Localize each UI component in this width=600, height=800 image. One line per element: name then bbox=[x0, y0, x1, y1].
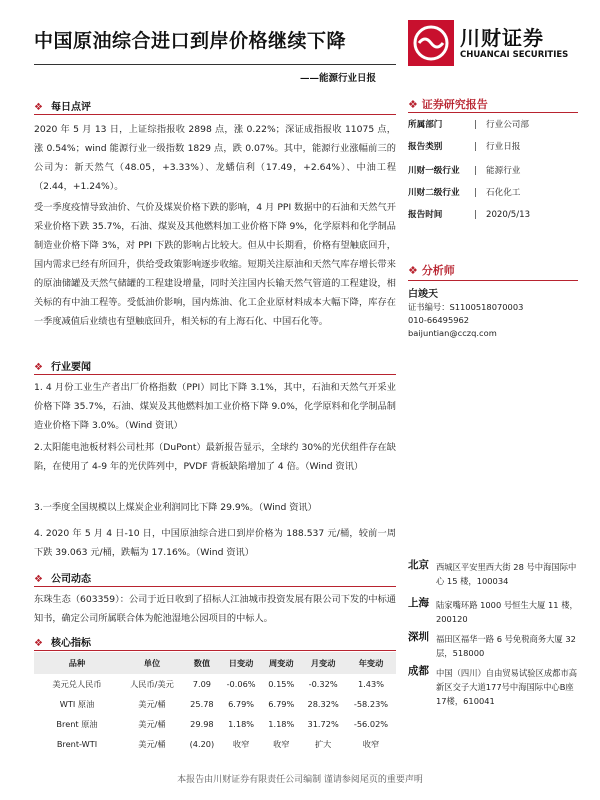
info-row-department: 所属部门 | 行业公司部 bbox=[408, 120, 529, 130]
sidebar-divider bbox=[408, 280, 578, 281]
cell-year: -58.23% bbox=[353, 699, 389, 709]
section-divider bbox=[34, 374, 396, 375]
cell-unit: 美元/桶 bbox=[138, 698, 166, 709]
cell-week: 0.15% bbox=[268, 679, 295, 689]
cell-unit: 美元/桶 bbox=[138, 738, 166, 749]
cell-year: 1.43% bbox=[357, 679, 384, 689]
section-divider bbox=[34, 650, 396, 651]
section-company-news: ❖ 公司动态 bbox=[34, 574, 91, 585]
info-row-industry-2: 川财二级行业 | 石化化工 bbox=[408, 188, 521, 198]
column-header: 品种 bbox=[34, 652, 120, 674]
report-subtitle: ——能源行业日报 bbox=[300, 73, 377, 84]
table-row bbox=[34, 714, 396, 734]
office-shenzhen: 深圳 福田区福华一路 6 号免税商务大厦 32 层，518000 bbox=[408, 631, 576, 658]
sidebar-report-heading: ❖ 证券研究报告 bbox=[408, 98, 488, 111]
analyst-email[interactable]: baijuntian@cczq.com bbox=[408, 328, 497, 338]
logo-text-en: CHUANCAI SECURITIES bbox=[460, 50, 569, 60]
cell-month: 31.72% bbox=[307, 719, 339, 729]
industry-news-item-4: 4. 2020 年 5 月 4 日-10 日，中国原油综合进口到岸价格为 188.537 元/桶，较前一周下跌 39.063 元/桶，跌幅为 17.16%。（Wind 资讯） bbox=[34, 528, 396, 558]
sidebar-divider bbox=[408, 112, 578, 113]
table-header-row bbox=[34, 652, 396, 674]
info-row-date: 报告时间 | 2020/5/13 bbox=[408, 210, 531, 220]
cell-name: WTI 原油 bbox=[59, 698, 95, 709]
cell-name: 美元兑人民币 bbox=[52, 678, 102, 689]
column-header: 年变动 bbox=[346, 652, 396, 674]
logo-text-cn: 川财证券 bbox=[460, 26, 544, 50]
cell-month: -0.32% bbox=[308, 679, 338, 689]
analyst-info bbox=[408, 288, 523, 340]
diamond-icon: ❖ bbox=[34, 574, 43, 585]
cell-month: 扩大 bbox=[314, 738, 332, 749]
cell-value: 29.98 bbox=[190, 719, 214, 729]
column-header: 单位 bbox=[120, 652, 184, 674]
column-header: 月变动 bbox=[300, 652, 346, 674]
diamond-icon: ❖ bbox=[408, 264, 422, 277]
company-logo bbox=[408, 18, 580, 68]
cell-day: 1.18% bbox=[228, 719, 255, 729]
cell-week: 6.79% bbox=[268, 699, 295, 709]
cell-name: Brent-WTI bbox=[56, 739, 98, 749]
industry-news-item-1: 1. 4 月份工业生产者出厂价格指数（PPI）同比下降 3.1%，其中，石油和天然气开采业价格下降 35.7%，石油、煤炭及其他燃料加工业价格下降 9.0%，化学原料和化学制品制造业价格下降 3.0%。（Wind 资讯） bbox=[34, 382, 396, 431]
industry-news-item-3: 3.一季度全国规模以上煤炭企业利润同比下降 29.9%。（Wind 资讯） bbox=[34, 502, 317, 513]
section-divider bbox=[34, 586, 396, 587]
info-row-industry-1: 川财一级行业 | 能源行业 bbox=[408, 166, 521, 176]
cell-day: 收窄 bbox=[232, 738, 250, 749]
cell-week: 收窄 bbox=[273, 738, 290, 749]
cell-unit: 美元/桶 bbox=[138, 718, 166, 729]
table-row bbox=[34, 734, 396, 754]
core-index-table bbox=[34, 652, 396, 754]
table-row bbox=[34, 674, 396, 694]
section-divider bbox=[34, 114, 396, 115]
sidebar-analyst-heading: ❖ 分析师 bbox=[408, 264, 455, 277]
cell-value: 25.78 bbox=[190, 699, 214, 709]
cell-day: 6.79% bbox=[228, 699, 255, 709]
column-header: 数值 bbox=[184, 652, 220, 674]
diamond-icon: ❖ bbox=[408, 98, 422, 111]
page-footer: 本报告由川财证券有限责任公司编制 谨请参阅尾页的重要声明 bbox=[177, 775, 423, 785]
section-industry-news: ❖ 行业要闻 bbox=[34, 362, 91, 373]
company-news-item-1: 东珠生态（603359）：公司于近日收到了招标人江油城市投资发展有限公司下发的中标通知书，确定公司所属联合体为舵池湿地公园项目的中标人。 bbox=[34, 594, 396, 624]
diamond-icon: ❖ bbox=[34, 638, 43, 649]
cell-value: 7.09 bbox=[192, 679, 212, 689]
analyst-name: 白竣天 bbox=[408, 289, 438, 300]
diamond-icon: ❖ bbox=[34, 102, 43, 113]
column-header: 日变动 bbox=[220, 652, 262, 674]
cell-year: -56.02% bbox=[353, 719, 389, 729]
cell-value: (4.20) bbox=[189, 739, 215, 749]
title-divider bbox=[34, 64, 396, 65]
column-header: 周变动 bbox=[262, 652, 300, 674]
office-beijing: 北京 西城区平安里西大街 28 号中海国际中心 15 楼，100034 bbox=[408, 559, 577, 586]
analyst-cert: 证书编号：S1100518070003 bbox=[408, 302, 524, 312]
table-row bbox=[34, 694, 396, 714]
office-shanghai: 上海 陆家嘴环路 1000 号恒生大厦 11 楼，200120 bbox=[408, 597, 578, 624]
section-core-index: ❖ 核心指标 bbox=[34, 638, 91, 649]
section-daily-review: ❖ 每日点评 bbox=[34, 102, 91, 113]
cell-month: 28.32% bbox=[307, 699, 339, 709]
cell-week: 1.18% bbox=[268, 719, 295, 729]
cell-name: Brent 原油 bbox=[56, 718, 98, 729]
cell-unit: 人民币/美元 bbox=[130, 678, 174, 689]
cell-day: -0.06% bbox=[226, 679, 256, 689]
daily-review-paragraph-1: 2020 年 5 月 13 日，上证综指报收 2898 点，涨 0.22%；深证成指报收 11075 点，涨 0.54%；wind 能源行业一级指数 1829 点，跌 0.07%。其中，能源行业涨幅前三的公司为：新天然气（48.05，+3.33%）、龙蟠信利（17.49，+2.64%）、中油工程（2.44，+1.24%）。 bbox=[34, 124, 396, 192]
office-chengdu: 成都 中国（四川）自由贸易试验区成都市高新区交子大道177号中海国际中心B座 17楼，610041 bbox=[408, 665, 578, 706]
report-title: 中国原油综合进口到岸价格继续下降 bbox=[34, 30, 347, 52]
info-row-category: 报告类别 | 行业日报 bbox=[408, 142, 521, 152]
diamond-icon: ❖ bbox=[34, 362, 43, 373]
industry-news-item-2: 2.太阳能电池板材料公司杜邦（DuPont）最新报告显示，全球约 30%的光伏组件存在缺陷，在使用了 4-9 年的光伏阵列中，PVDF 背板缺陷增加了 4 倍。（Wind 资讯） bbox=[34, 442, 396, 472]
logo-mark-icon bbox=[408, 20, 454, 66]
analyst-phone: 010-66495962 bbox=[408, 315, 470, 325]
cell-year: 收窄 bbox=[362, 738, 380, 749]
daily-review-paragraph-2: 受一季度疫情导致油价、气价及煤炭价格下跌的影响，4 月 PPI 数据中的石油和天然气开采业价格下跌 35.7%，石油、煤炭及其他燃料加工业价格下降 9%，化学原料和化学制品制造业价格下降 3%，对 PPI 下跌的影响占比较大。但从中长期看，价格有望触底回升，国内需求已经有所回升，供给受政策影响逐步收缩。短期关注原油和天然气库存增长带来的原油储罐及天然气储罐的工程建设增量，同时关注国内长输天然气管道的工程建设，相关标的有中油工程等。受低油价影响，国内炼油、化工企业原材料成本大幅下降，库存在一季度减值后业绩也有望触底回升，相关标的有上海石化、中国石化等。 bbox=[34, 202, 396, 327]
